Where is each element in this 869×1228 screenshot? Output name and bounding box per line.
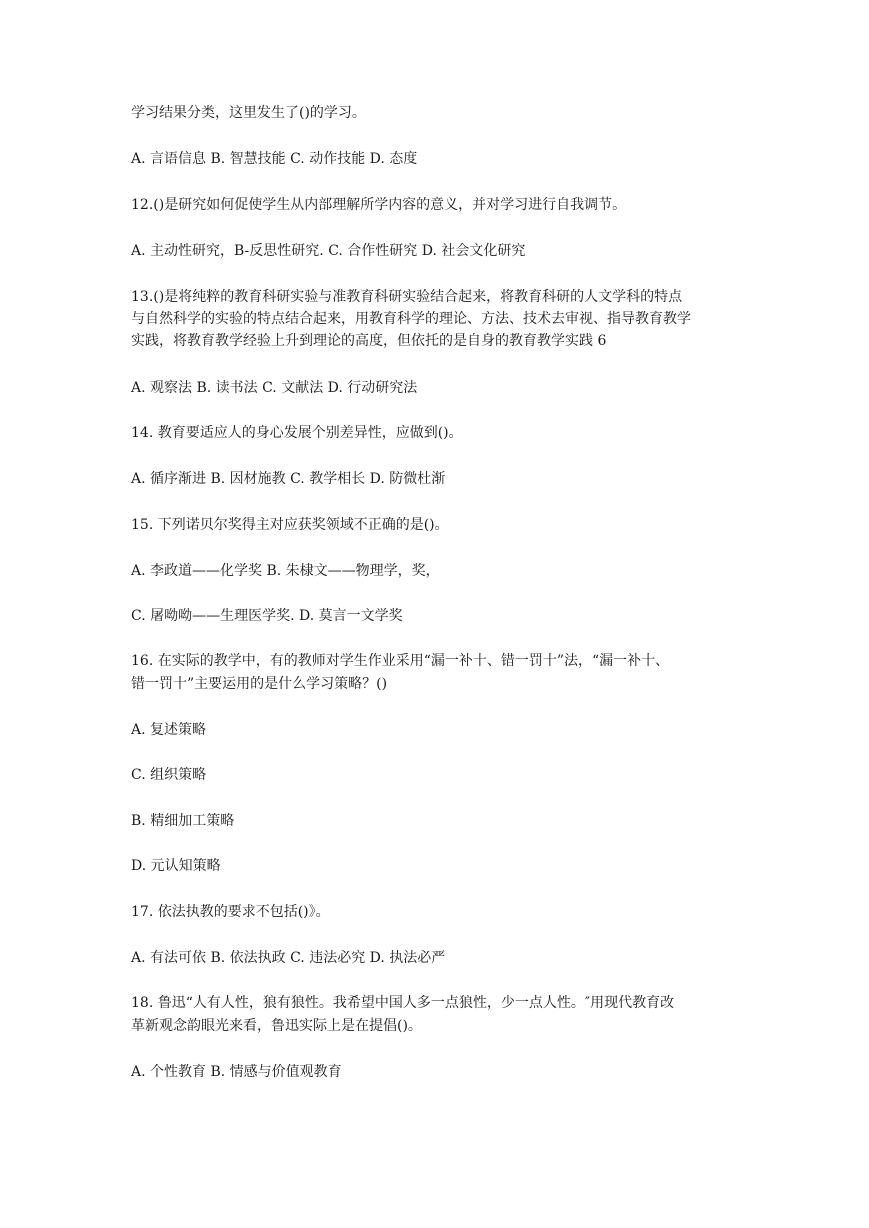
text-line-q16-option-b: B. 精细加工策略 — [131, 813, 235, 829]
text-line-q16-stem-1: 16. 在实际的教学中，有的教师对学生作业采用“漏一补十、错一罚十”法，“漏一补十、 — [131, 653, 670, 669]
text-line-q16-stem-2: 错一罚十”主要运用的是什么学习策略？() — [131, 676, 388, 692]
text-line-q11-options: A. 言语信息 B. 智慧技能 C. 动作技能 D. 态度 — [131, 151, 418, 167]
text-line-q16-option-d: D. 元认知策略 — [131, 858, 221, 874]
text-line-q18-stem-2: 革新观念韵眼光来看，鲁迅实际上是在提倡()。 — [131, 1018, 422, 1034]
text-line-q15-options-ab: A. 李政道——化学奖 B. 朱棣文——物理学，奖， — [131, 563, 440, 579]
text-line-q15-stem: 15. 下列诺贝尔奖得主对应获奖领域不正确的是()。 — [131, 517, 449, 533]
text-line-q14-options: A. 循序渐进 B. 因材施教 C. 教学相长 D. 防微杜渐 — [131, 471, 446, 487]
text-line-q13-options: A. 观察法 B. 读书法 C. 文献法 D. 行动研究法 — [131, 380, 418, 396]
text-line-q13-stem-3: 实践，将教育教学经验上升到理论的高度，但依托的是自身的教育教学实践 6 — [131, 333, 607, 349]
text-line-q17-options: A. 有法可依 B. 依法执政 C. 违法必究 D. 执法必严 — [131, 950, 446, 966]
text-line-q17-stem: 17. 依法执教的要求不包括()》。 — [131, 904, 330, 920]
text-line-q16-option-c: C. 组织策略 — [131, 767, 207, 783]
text-line-q15-options-cd: C. 屠呦呦——生理医学奖. D. 莫言一文学奖 — [131, 608, 403, 624]
text-line-q12-stem: 12.()是研究如何促使学生从内部理解所学内容的意义，并对学习进行自我调节。 — [131, 197, 627, 213]
text-line-q18-stem-1: 18. 鲁迅“人有人性，狼有狼性。我希望中国人多一点狼性，少一点人性。″用现代教育改 — [131, 995, 675, 1011]
text-line-q18-options: A. 个性教育 B. 情感与价值观教育 — [131, 1064, 342, 1080]
text-line-q12-options: A. 主动性研究，B-反思性研究. C. 合作性研究 D. 社会文化研究 — [131, 243, 526, 259]
text-line-q11-stem-end: 学习结果分类，这里发生了()的学习。 — [131, 105, 366, 121]
text-line-q13-stem-1: 13.()是将纯粹的教育科研实验与准教育科研实验结合起来，将教育科研的人文学科的特点 — [131, 289, 683, 305]
text-line-q16-option-a: A. 复述策略 — [131, 722, 207, 738]
text-line-q14-stem: 14. 教育要适应人的身心发展个别差异性，应做到()。 — [131, 425, 463, 441]
text-line-q13-stem-2: 与自然科学的实验的特点结合起来，用教育科学的理论、方法、技术去审视、指导教育教学 — [131, 311, 691, 327]
